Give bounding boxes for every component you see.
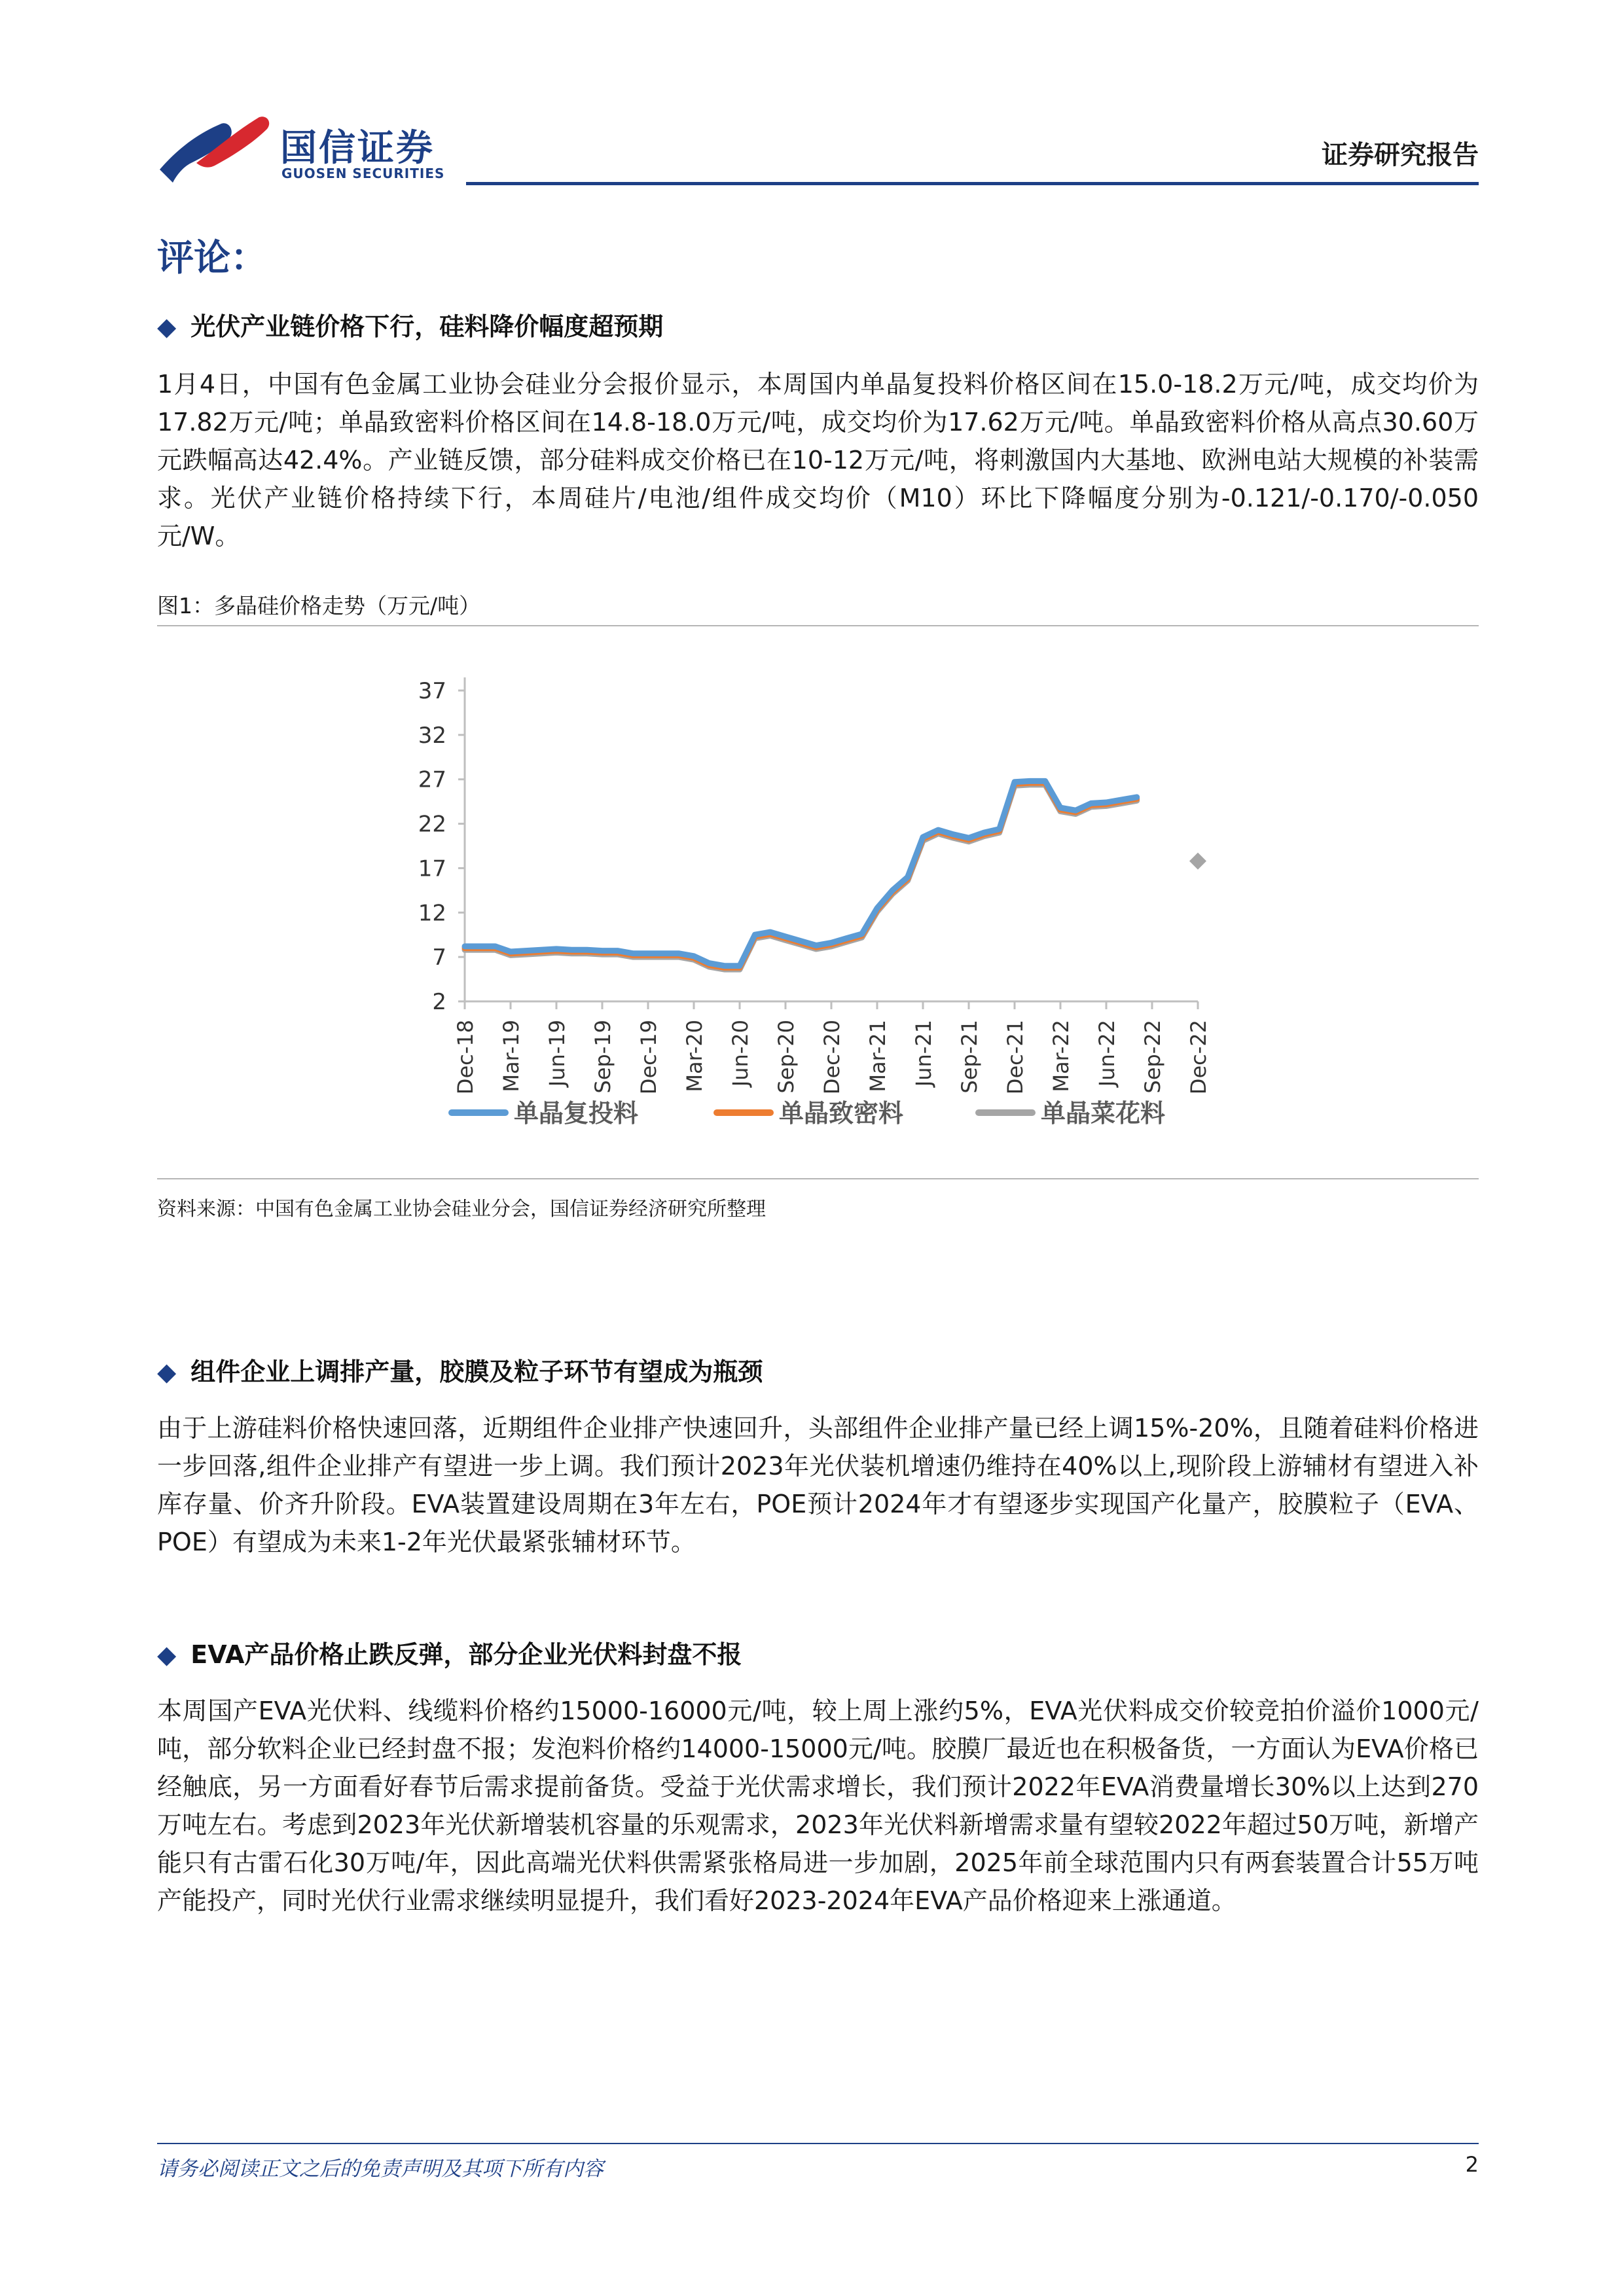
section-heading-text: EVA产品价格止跌反弹，部分企业光伏料封盘不报: [190, 1640, 742, 1669]
x-tick-label: Dec-22: [1186, 1020, 1211, 1095]
y-tick-label: 12: [418, 900, 446, 927]
plot-area: [465, 781, 1206, 969]
brand-name-en: GUOSEN SECURITIES: [281, 166, 445, 181]
x-tick-label: Dec-20: [820, 1020, 844, 1095]
x-tick-label: Sep-22: [1140, 1020, 1165, 1094]
guosen-logo-icon: [157, 115, 275, 187]
header-divider: [466, 182, 1479, 185]
y-tick-label: 32: [418, 722, 446, 749]
section-heading-polysilicon: [157, 306, 663, 342]
brand-name-cn: 国信证券: [280, 127, 435, 170]
y-axis: [418, 677, 465, 1015]
footer-divider: [157, 2143, 1479, 2144]
section-paragraph-modules: 由于上游硅料价格快速回落，近期组件企业排产快速回升，头部组件企业排产量已经上调15%-20%，且随着硅料价格进一步回落,组件企业排产有望进一步上调。我们预计2023年光伏装机增速仍维持在40%以上,现阶段上游辅材有望进入补库存量、价齐升阶段。EVA装置建设周期在3年左右，POE预计2024年才有望逐步实现国产化量产，胶膜粒子（EVA、POE）有望成为未来1-2年光伏最紧张辅材环节。: [157, 1414, 1479, 1556]
report-type-label: 证券研究报告: [1322, 140, 1479, 170]
x-tick-label: Mar-19: [499, 1020, 524, 1092]
footer-disclaimer: 请务必阅读正文之后的免责声明及其项下所有内容: [157, 2157, 604, 2181]
figure-top-rule: [157, 625, 1479, 626]
y-tick-label: 27: [418, 766, 446, 793]
legend-label-2: 单晶菜花料: [1041, 1099, 1166, 1128]
x-tick-label: Jun-19: [545, 1020, 569, 1087]
figure-caption: 图1：多晶硅价格走势（万元/吨）: [157, 593, 481, 619]
figure-source: 资料来源：中国有色金属工业协会硅业分会，国信证券经济研究所整理: [157, 1198, 766, 1221]
x-tick-label: Sep-21: [957, 1020, 982, 1094]
x-tick-label: Jun-22: [1094, 1020, 1119, 1087]
section-paragraph-eva: 本周国产EVA光伏料、线缆料价格约15000-16000元/吨，较上周上涨约5%，EVA光伏料成交价较竞拍价溢价1000元/吨，部分软料企业已经封盘不报；发泡料价格约14000-15000元/吨。胶膜厂最近也在积极备货，一方面认为EVA价格已经触底，另一方面看好春节后需求提前备货。受益于光伏需求增长，我们预计2022年EVA消费量增长30%以上达到270万吨左右。考虑到2023年光伏新增装机容量的乐观需求，2023年光伏料新增需求量有望较2022年超过50万吨，新增产能只有古雷石化30万吨/年，因此高端光伏料供需紧张格局进一步加剧，2025年前全球范围内只有两套装置合计55万吨产能投产，同时光伏行业需求继续明显提升，我们看好2023-2024年EVA产品价格迎来上涨通道。: [157, 1696, 1479, 1915]
x-tick-label: Jun-21: [911, 1020, 936, 1087]
section-paragraph-polysilicon: 1月4日，中国有色金属工业协会硅业分会报价显示，本周国内单晶复投料价格区间在15.0-18.2万元/吨，成交均价为17.82万元/吨；单晶致密料价格区间在14.8-18.0万元/吨，成交均价为17.62万元/吨。单晶致密料价格从高点30.60万元跌幅高达42.4%。产业链反馈，部分硅料成交价格已在10-12万元/吨，将刺激国内大基地、欧洲电站大规模的补装需求。光伏产业链价格持续下行，本周硅片/电池/组件成交均价（M10）环比下降幅度分别为-0.121/-0.170/-0.050元/W。: [157, 370, 1479, 550]
y-tick-label: 37: [418, 678, 446, 704]
figure-bottom-rule: [157, 1178, 1479, 1179]
extra-point-0: [1189, 853, 1206, 870]
diamond-bullet-icon: ◆: [157, 1357, 177, 1386]
section-heading-text: 组件企业上调排产量，胶膜及粒子环节有望成为瓶颈: [190, 1357, 763, 1386]
x-tick-label: Mar-20: [682, 1020, 707, 1092]
x-tick-label: Dec-18: [453, 1020, 478, 1095]
x-tick-label: Dec-19: [636, 1020, 661, 1095]
x-tick-label: Sep-19: [590, 1020, 615, 1094]
section-heading-modules: [157, 1352, 763, 1388]
diamond-bullet-icon: ◆: [157, 1640, 177, 1669]
page-number: 2: [1465, 2152, 1479, 2177]
x-tick-label: Mar-21: [865, 1020, 890, 1092]
x-tick-label: Sep-20: [774, 1020, 799, 1094]
section-heading-eva: [157, 1634, 742, 1670]
x-axis: [453, 1001, 1211, 1094]
x-tick-label: Jun-20: [728, 1020, 753, 1087]
chart-legend: [452, 1099, 1165, 1128]
y-tick-label: 7: [432, 944, 446, 971]
comment-title: 评论：: [157, 237, 267, 279]
diamond-bullet-icon: ◆: [157, 312, 177, 341]
legend-label-0: 单晶复投料: [514, 1099, 639, 1128]
x-tick-label: Dec-21: [1003, 1020, 1028, 1095]
x-tick-label: Mar-22: [1049, 1020, 1074, 1092]
section-heading-text: 光伏产业链价格下行，硅料降价幅度超预期: [190, 312, 664, 341]
polysilicon-price-chart: [367, 651, 1348, 1168]
y-tick-label: 22: [418, 811, 446, 838]
series-line-0: [465, 781, 1137, 965]
y-tick-label: 17: [418, 855, 446, 882]
legend-label-1: 单晶致密料: [779, 1099, 904, 1128]
y-tick-label: 2: [432, 989, 446, 1015]
